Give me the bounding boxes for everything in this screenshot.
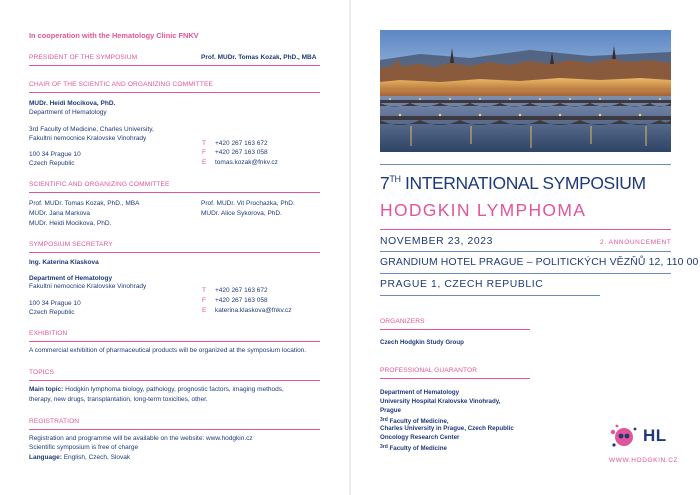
divider — [380, 378, 530, 379]
divider — [380, 273, 671, 274]
divider — [29, 65, 320, 66]
divider — [29, 341, 320, 342]
announcement-label: 2. ANNOUNCEMENT — [600, 239, 672, 246]
prague-bridges-photo — [380, 30, 671, 152]
language-label: Language: — [29, 454, 62, 461]
guarantor-faculty-2: Faculty of Medicine — [389, 445, 447, 452]
secretary-heading: SYMPOSIUM SECRETARY — [29, 241, 113, 248]
committee-member: Prof. MUDr. Tomas Kozak, PhD., MBA — [29, 200, 140, 207]
guarantor-line: Charles University in Prague, Czech Republic — [380, 425, 514, 432]
committee-heading: SCIENTIFIC AND ORGANIZING COMMITTEE — [29, 181, 170, 188]
divider — [29, 92, 320, 93]
title-number: 7 — [380, 173, 390, 193]
divider — [380, 329, 530, 330]
guarantor-line: Prague — [380, 407, 401, 414]
registration-line-1: Registration and programme will be available on the website: www.hodgkin.cz — [29, 435, 253, 442]
phone-label: T — [202, 140, 206, 147]
divider — [380, 251, 671, 252]
chair-faculty-2: Fakultni nemocnice Kralovske Vinohrady — [29, 135, 147, 142]
chair-name: MUDr. Heidi Mocikova, PhD. — [29, 100, 116, 107]
chair-dept: Department of Hematology — [29, 109, 107, 116]
ordinal: 3rd — [380, 444, 388, 450]
secretary-address-2: Czech Republic — [29, 309, 75, 316]
chair-fax: +420 267 163 058 — [215, 149, 268, 156]
guarantor-line: Department of Hematology — [380, 389, 460, 396]
chair-phone: +420 267 163 672 — [215, 140, 268, 147]
committee-member: Prof. MUDr. Vit Prochazka, PhD. — [201, 200, 295, 207]
secretary-fax: +420 267 163 058 — [215, 297, 268, 304]
secretary-email[interactable]: katerina.klaskova@fnkv.cz — [215, 307, 292, 314]
registration-heading: REGISTRATION — [29, 418, 80, 425]
secretary-dept: Department of Hematology — [29, 275, 113, 282]
guarantor-heading: PROFESSIONAL GUARANTOR — [380, 367, 478, 374]
topics-line-2: therapy, new drugs, transplantation, long-term toxicities, other. — [29, 396, 208, 403]
left-page — [0, 0, 349, 495]
topics-heading: TOPICS — [29, 369, 55, 376]
chair-heading: CHAIR OF THE SCIENTIC AND ORGANIZING COMMITTEE — [29, 81, 213, 88]
president-heading: PRESIDENT OF THE SYMPOSIUM — [29, 54, 138, 61]
secretary-address-1: 100 34 Prague 10 — [29, 300, 81, 307]
hl-logo — [607, 420, 677, 450]
divider — [29, 252, 320, 253]
divider — [29, 429, 320, 430]
title-ordinal: TH — [389, 174, 401, 184]
phone-label: T — [202, 287, 206, 294]
registration-line-2: Scientific symposium is free of charge — [29, 444, 139, 451]
registration-language — [29, 454, 130, 463]
committee-member: MUDr. Alice Sykorova, PhD. — [201, 210, 282, 217]
fax-label: F — [202, 297, 206, 304]
organizers-text: Czech Hodgkin Study Group — [380, 339, 464, 346]
symposium-title — [380, 173, 646, 194]
chair-email[interactable]: tomas.kozak@fnkv.cz — [215, 159, 278, 166]
language-value: English, Czech, Slovak — [63, 454, 131, 461]
topics-line-1 — [29, 386, 284, 395]
guarantor-line: Oncology Research Center — [380, 434, 460, 441]
chair-address-2: Czech Republic — [29, 160, 75, 167]
topics-label: Main topic: — [29, 386, 64, 393]
guarantor-line: University Hospital Kralovske Vinohrady, — [380, 398, 501, 405]
chair-address-1: 100 34 Prague 10 — [29, 151, 81, 158]
organizers-heading: ORGANIZERS — [380, 318, 425, 325]
website-link[interactable]: WWW.HODGKIN.CZ — [609, 457, 679, 464]
ordinal: 3rd — [380, 417, 388, 423]
email-label: E — [202, 307, 207, 314]
divider — [380, 295, 600, 296]
president-name: Prof. MUDr. Tomas Kozak, PhD., MBA — [201, 54, 317, 61]
logo-dots-icon — [607, 420, 641, 450]
exhibition-text: A commercial exhibition of pharmaceutical products will be organized at the symposium location. — [29, 347, 307, 354]
divider — [29, 380, 320, 381]
guarantor-line-faculty-2 — [380, 443, 447, 454]
event-date: NOVEMBER 23, 2023 — [380, 236, 494, 247]
title-rest: INTERNATIONAL SYMPOSIUM — [405, 173, 646, 193]
exhibition-heading: EXHIBITION — [29, 330, 68, 337]
committee-member: MUDr. Jana Markova — [29, 210, 91, 217]
secretary-phone: +420 267 163 672 — [215, 287, 268, 294]
right-page — [351, 0, 700, 495]
guarantor-faculty: Faculty of Medicine, — [389, 418, 449, 425]
city: PRAGUE 1, CZECH REPUBLIC — [380, 279, 544, 290]
divider — [380, 164, 671, 165]
symposium-subtitle: HODGKIN LYMPHOMA — [380, 200, 587, 220]
chair-faculty-1: 3rd Faculty of Medicine, Charles University, — [29, 126, 154, 133]
prague-bridges-illustration — [380, 30, 671, 152]
logo-text: HL — [643, 426, 667, 445]
secretary-name: Ing. Katerina Klaskova — [29, 259, 99, 266]
venue: GRANDIUM HOTEL PRAGUE – POLITICKÝCH VĚZŇŮ 12, 110 00 — [380, 257, 699, 268]
topics-text: Hodgkin lymphoma biology, pathology, prognostic factors, imaging methods, — [65, 386, 284, 393]
email-label: E — [202, 159, 207, 166]
secretary-hospital: Fakultni nemocnice Kralovske Vinohrady — [29, 283, 147, 290]
cooperation-note: In cooperation with the Hematology Clinic FNKV — [29, 31, 199, 40]
committee-member: MUDr. Heidi Mocikova, PhD. — [29, 220, 112, 227]
divider — [380, 229, 671, 230]
divider — [29, 192, 320, 193]
fax-label: F — [202, 149, 206, 156]
